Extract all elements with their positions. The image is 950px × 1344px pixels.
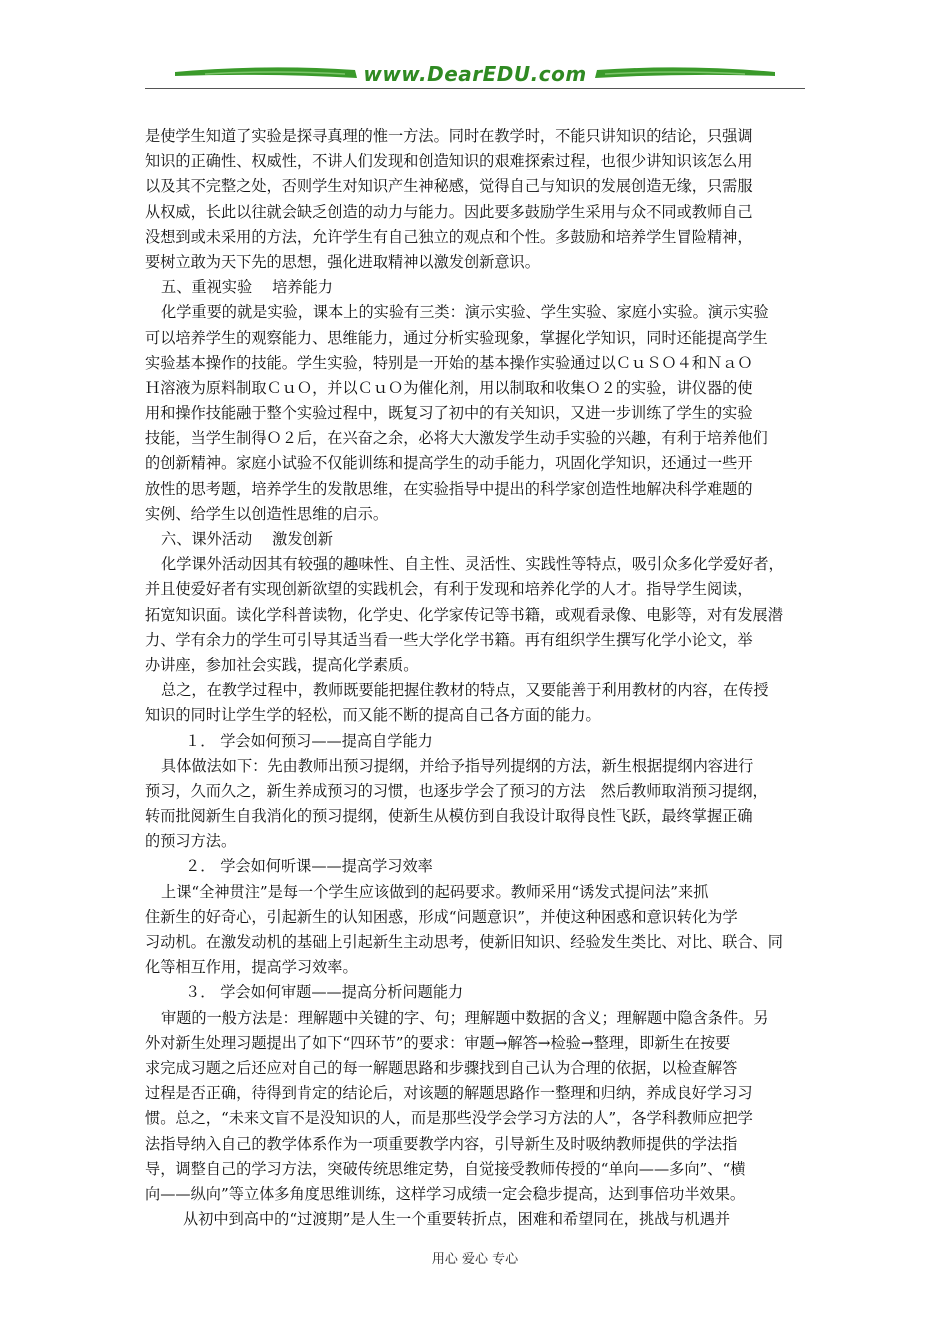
document-body (145, 124, 810, 1232)
text-line: 是使学生知道了实验是探寻真理的惟一方法。同时在教学时，不能只讲知识的结论，只强调 (145, 127, 753, 145)
text-line: 力、学有余力的学生可引导其适当看一些大学化学书籍。再有组织学生撰写化学小论文，举 (145, 630, 753, 649)
text-line: 预习，久而久之，新生养成预习的习惯，也逐步学会了预习的方法 然后教师取消预习提纲， (145, 781, 768, 800)
text-line: 过程是否正确，待得到肯定的结论后，对该题的解题思路作一整理和归纳，养成良好学习习 (145, 1084, 753, 1103)
text-line: 总之，在教学过程中，教师既要能把握住教材的特点，又要能善于利用教材的内容，在传授 (161, 681, 769, 700)
text-line: 知识的正确性、权威性，不讲人们发现和创造知识的艰难探索过程，也很少讲知识该怎么用 (145, 152, 753, 171)
text-line: 求完成习题之后还应对自己的每一解题思路和步骤找到自己认为合理的依据，以检查解答 (145, 1058, 738, 1077)
text-line: 实例、给学生以创造性思维的启示。 (145, 504, 388, 523)
text-line: 放性的思考题，培养学生的发散思维，在实验指导中提出的科学家创造性地解决科学难题的 (145, 479, 753, 498)
text-line: 上课“全神贯注”是每一个学生应该做到的起码要求。教师采用“诱发式提问法”来抓 (161, 882, 709, 901)
site-title: www.DearEDU.com (363, 62, 587, 86)
page-header (145, 58, 805, 92)
text-line: 转而批阅新生自我消化的预习提纲，使新生从模仿到自我设计取得良性飞跃，最终掌握正确 (145, 807, 753, 826)
text-line: 没想到或未采用的方法，允许学生有自己独立的观点和个性。多鼓励和培养学生冒险精神， (145, 227, 753, 246)
text-line: 五、重视实验 培养能力 (161, 278, 333, 297)
text-line: 的创新精神。家庭小试验不仅能训练和提高学生的动手能力，巩固化学知识，还通过一些开 (145, 454, 753, 473)
text-line: 化等相互作用，提高学习效率。 (145, 958, 358, 977)
text-line: 向——纵向”等立体多角度思维训练，这样学习成绩一定会稳步提高，达到事倍功半效果。 (145, 1184, 746, 1203)
text-line: 法指导纳入自己的教学体系作为一项重要教学内容，引导新生及时吸纳教师提供的学法指 (145, 1134, 738, 1153)
text-line: Ｈ溶液为原料制取ＣｕＯ，并以ＣｕＯ为催化剂，用以制取和收集Ｏ２的实验，讲仪器的使 (145, 378, 753, 397)
text-line: 的预习方法。 (145, 832, 237, 851)
text-line: 习动机。在激发动机的基础上引起新生主动思考，使新旧知识、经验发生类比、对比、联合、同 (145, 933, 783, 951)
text-line: 拓宽知识面。读化学科普读物，化学史、化学家传记等书籍，或观看录像、电影等，对有发展潜 (145, 605, 783, 624)
text-line: 以及其不完整之处，否则学生对知识产生神秘感，觉得自己与知识的发展创造无缘，只需服 (145, 177, 753, 196)
text-line: 导，调整自己的学习方法，突破传统思维定势，自觉接受教师传授的“单向——多向”、“横 (145, 1159, 746, 1178)
text-line: 六、课外活动 激发创新 (161, 530, 333, 548)
text-line: 化学课外活动因其有较强的趣味性、自主性、灵活性、实践性等特点，吸引众多化学爱好者， (161, 555, 784, 574)
text-line: 审题的一般方法是：理解题中关键的字、句；理解题中数据的含义；理解题中隐含条件。另 (161, 1008, 769, 1027)
text-line: 并且使爱好者有实现创新欲望的实践机会，有利于发现和培养化学的人才。指导学生阅读， (145, 580, 753, 599)
text-line: 具体做法如下：先由教师出预习提纲，并给予指导列提纲的方法，新生根据提纲内容进行 (161, 756, 754, 775)
text-line: 办讲座，参加社会实践，提高化学素质。 (145, 655, 419, 674)
header-divider (145, 88, 805, 89)
text-line: 知识的同时让学生学的轻松，而又能不断的提高自己各方面的能力。 (145, 706, 601, 725)
text-line: 实验基本操作的技能。学生实验，特别是一开始的基本操作实验通过以ＣｕＳＯ４和ＮａＯ (145, 353, 753, 372)
text-line: 惯。总之，“未来文盲不是没知识的人，而是那些没学会学习方法的人”，各学科教师应把学 (145, 1109, 753, 1128)
text-line: 可以培养学生的观察能力、思维能力，通过分析实验现象，掌握化学知识，同时还能提高学生 (145, 328, 768, 347)
page-footer: 用心 爱心 专心 (431, 1252, 519, 1267)
text-line: １． 学会如何预习——提高自学能力 (185, 731, 433, 750)
text-line: 用和操作技能融于整个实验过程中，既复习了初中的有关知识，又进一步训练了学生的实验 (145, 404, 753, 423)
text-line: 从权威，长此以往就会缺乏创造的动力与能力。因此要多鼓励学生采用与众不同或教师自己 (145, 202, 753, 221)
text-line: 技能，当学生制得Ｏ２后，在兴奋之余，必将大大激发学生动手实验的兴趣，有利于培养他们 (145, 429, 768, 448)
text-line: 化学重要的就是实验，课本上的实验有三类：演示实验、学生实验、家庭小实验。演示实验 (161, 303, 769, 322)
text-line: 要树立敢为天下先的思想，强化进取精神以激发创新意识。 (145, 252, 540, 271)
text-line: ３． 学会如何审题——提高分析问题能力 (185, 983, 464, 1002)
text-line: 外对新生处理习题提出了如下“四环节”的要求：审题→解答→检验→整理，即新生在按要 (145, 1033, 731, 1052)
text-line: 住新生的好奇心，引起新生的认知困惑，形成“问题意识”，并使这种困惑和意识转化为学 (145, 907, 738, 926)
text-line: 从初中到高中的“过渡期”是人生一个重要转折点，困难和希望同在，挑战与机遇并 (183, 1210, 731, 1229)
text-line: ２． 学会如何听课——提高学习效率 (185, 857, 433, 876)
